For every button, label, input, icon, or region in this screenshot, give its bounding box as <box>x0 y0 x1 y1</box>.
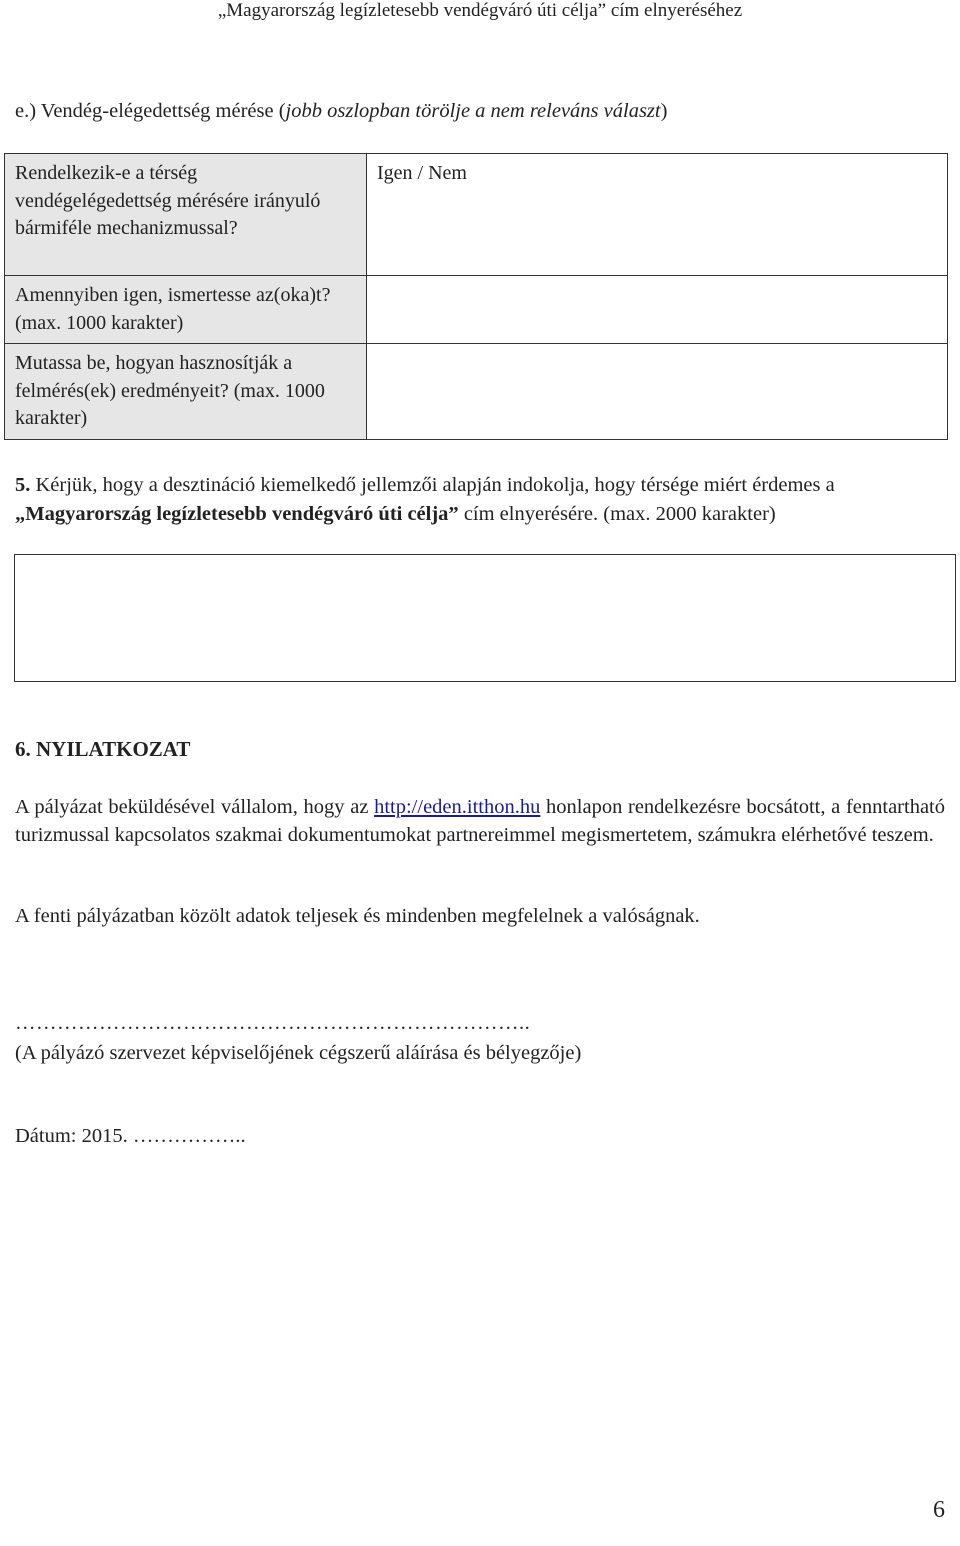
declaration-paragraph <box>15 793 945 849</box>
table-row <box>5 344 948 440</box>
question-cell: Rendelkezik-e a térség vendégelégedettség mérésére irányuló bármiféle mechanizmussal? <box>5 154 367 276</box>
section-5-number: 5. <box>15 474 31 496</box>
table-row <box>5 276 948 344</box>
signature-line: ……………………………………………………………….. <box>15 1012 531 1034</box>
declaration-text-before: A pályázat beküldésével vállalom, hogy az <box>15 796 375 818</box>
declaration-text-after: honlapon rendelkezésre bocsátott, a fenntartható turizmussal kapcsolatos szakmai dokumentumokat partnereimmel megismertetem, számukra elérhetővé teszem. <box>15 796 945 846</box>
section-5-answer-box[interactable] <box>14 554 956 682</box>
section-6-title: 6. NYILATKOZAT <box>15 737 191 761</box>
section-e-heading-prefix: e.) Vendég-elégedettség mérése ( <box>15 100 286 122</box>
signature-caption: (A pályázó szervezet képviselőjének cégszerű aláírása és bélyegzője) <box>15 1042 582 1064</box>
data-accuracy-statement: A fenti pályázatban közölt adatok teljesek és mindenben megfelelnek a valóságnak. <box>15 905 700 927</box>
answer-cell[interactable] <box>367 276 948 344</box>
answer-cell[interactable]: Igen / Nem <box>367 154 948 276</box>
section-5-text-before: Kérjük, hogy a desztináció kiemelkedő jellemzői alapján indokolja, hogy térsége miért érdemes a <box>30 474 835 496</box>
section-5-text-after: cím elnyerésére. (max. 2000 karakter) <box>458 503 776 525</box>
page-number: 6 <box>933 1497 945 1523</box>
satisfaction-table <box>4 153 948 440</box>
eden-link[interactable]: http://eden.itthon.hu <box>374 796 541 818</box>
page-header: „Magyarország legízletesebb vendégváró úti célja” cím elnyeréséhez <box>217 0 743 21</box>
question-cell: Mutassa be, hogyan hasznosítják a felmérés(ek) eredményeit? (max. 1000 karakter) <box>5 344 367 440</box>
section-e-heading-suffix: ) <box>660 100 668 122</box>
table-row <box>5 154 948 276</box>
date-field: Dátum: 2015. …………….. <box>15 1125 246 1147</box>
answer-cell[interactable] <box>367 344 948 440</box>
question-cell: Amennyiben igen, ismertesse az(oka)t? (max. 1000 karakter) <box>5 276 367 344</box>
section-e-heading-italic: jobb oszlopban törölje a nem releváns választ <box>285 100 661 122</box>
section-e-heading <box>15 98 667 124</box>
section-5-question <box>15 471 945 529</box>
section-5-bold-title: „Magyarország legízletesebb vendégváró úti célja” <box>15 503 459 525</box>
